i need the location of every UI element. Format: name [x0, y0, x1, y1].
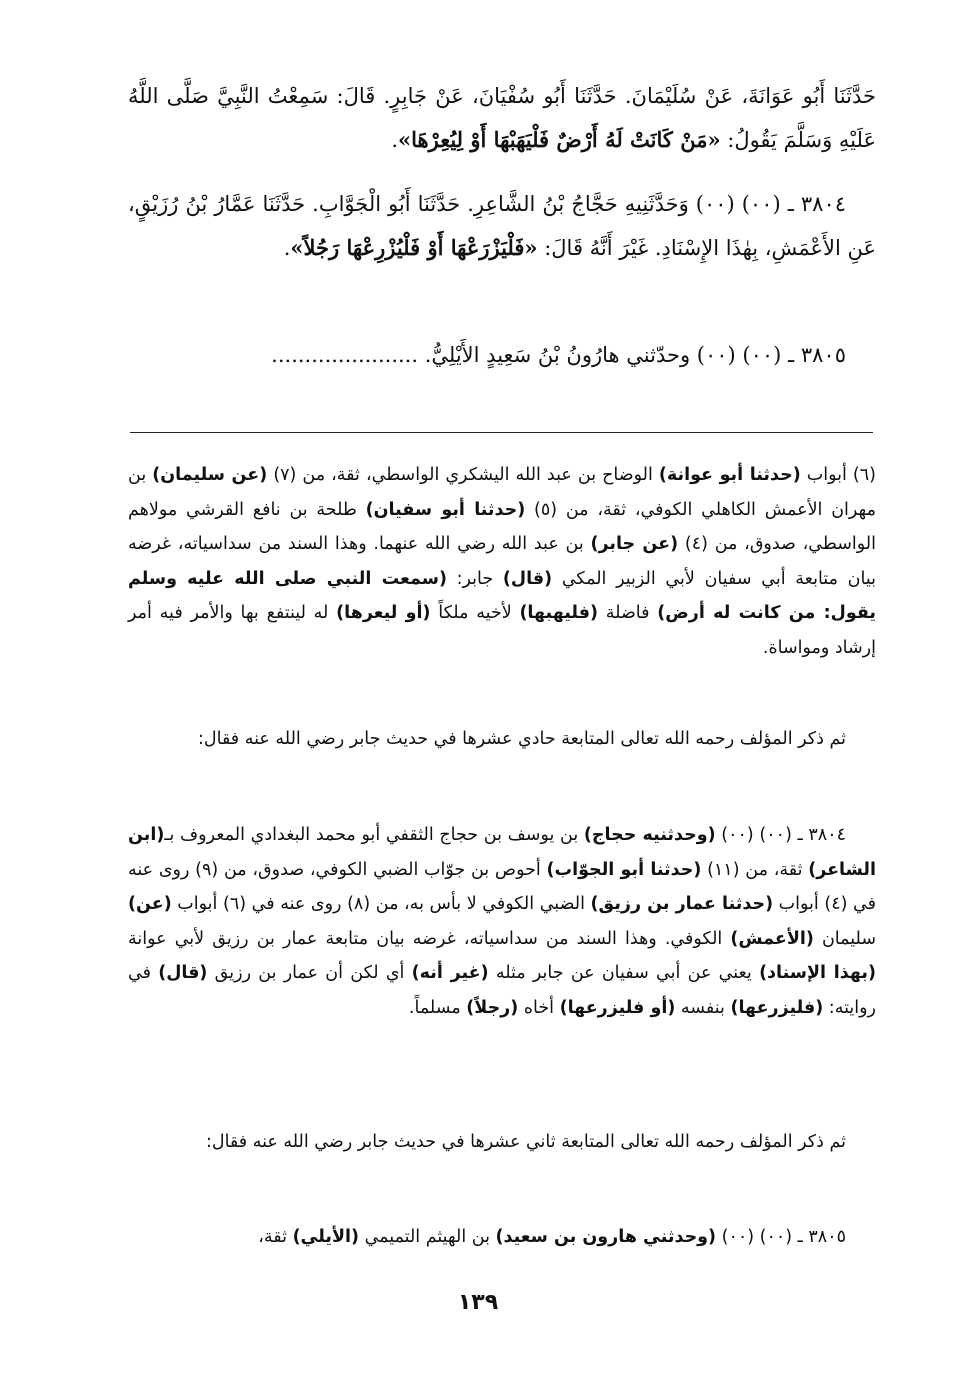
bold-segment: (الأعمش) [730, 928, 814, 949]
text-segment: في روايته: [128, 963, 876, 1018]
text-segment: فاضلة [598, 603, 658, 623]
bold-segment: (رجلاً) [466, 997, 519, 1018]
text-segment: يعني عن أبي سفيان عن جابر مثله [488, 963, 760, 983]
text-segment: بن مهران الأعمش الكاهلي الكوفي، ثقة، من (٥) [128, 465, 876, 520]
text-segment: ثم ذكر المؤلف رحمه الله تعالى المتابعة ثاني عشرها في حديث جابر رضي الله عنه فقال: [205, 1132, 846, 1152]
bold-segment: (فليزرعها) [730, 997, 824, 1018]
bold-segment: (عن) [128, 894, 172, 914]
text-segment: أي لكن أن عمار بن رزيق [207, 963, 412, 983]
bold-segment: (ابن الشاعر) [128, 825, 876, 880]
bold-segment: (بهذا الإسناد) [759, 963, 876, 983]
text-segment: الوضاح بن عبد الله اليشكري الواسطي، ثقة، من (٧) [267, 465, 659, 485]
text-segment: (٦) أبواب [800, 465, 876, 485]
bold-segment: (عن جابر) [590, 534, 679, 554]
page-number: ١٣٩ [457, 1290, 499, 1315]
text-segment: . [391, 128, 399, 152]
bold-segment: (قال) [158, 963, 208, 983]
text-segment: أحوص بن جوّاب الضبي الكوفي، صدوق، من (٩) روى عنه في (٤) أبواب [128, 859, 876, 914]
bold-segment: (حدثنا أبو سفيان) [365, 499, 526, 520]
text-segment: أخاه [518, 997, 560, 1018]
bold-segment: (حدثنا أبو عوانة) [658, 465, 801, 485]
text-segment: مسلماً. [408, 997, 467, 1018]
commentary-narrators-3803 [128, 458, 876, 665]
hadith-3805 [128, 333, 876, 377]
text-segment: ثقة، [258, 1227, 293, 1247]
text-segment: بن يوسف بن حجاج الثقفي أبو محمد البغدادي المعروف بـ [164, 825, 584, 845]
footnote-divider [130, 432, 873, 433]
bold-segment: (أو فليزرعها) [559, 997, 676, 1018]
text-segment: جابر: [446, 568, 503, 589]
bold-segment: «مَنْ كَانَتْ لَهُ أَرْضٌ فَلْيَهَبْهَا أَوْ لِيُعِرْهَا» [398, 127, 721, 152]
text-segment: له لينتفع بها والأمر فيه أمر إرشاد ومواساة. [128, 603, 876, 658]
bold-segment: «فَلْيَزْرَعْهَا أَوْ فَلْيُزْرِعْهَا رَجُلاً» [290, 235, 538, 260]
text-segment: . [283, 236, 291, 260]
bold-segment: (وحدثني هارون بن سعيد) [495, 1227, 717, 1247]
hadith-3804 [128, 182, 876, 270]
text-segment: ٣٨٠٤ ـ (٠٠) (٠٠) وَحَدَّثَنِيهِ حَجَّاجُ بْنُ الشَّاعِرِ. حَدَّثَنَا أَبُو الْجَوَّابِ. حَدَّثَنَا عَمَّارُ بْنُ رُزَيْقٍ، عَنِ الأَعْمَشِ، بِهٰذَا الإِسْنَادِ. غَيْرَ أَنَّهُ قَالَ: [128, 192, 876, 260]
bold-segment: (غير أنه) [411, 963, 489, 983]
text-segment: الضبي الكوفي لا بأس به، من (٨) روى عنه في (٦) أبواب [171, 894, 591, 914]
text-segment: ثقة، من (١١) [701, 859, 809, 880]
bold-segment: (حدثنا عمار بن رزيق) [590, 894, 774, 914]
text-segment: طلحة بن نافع القرشي مولاهم الواسطي، صدوق، من (٤) [128, 499, 877, 554]
bold-segment: (الأيلي) [292, 1227, 360, 1247]
text-segment: لأخيه ملكاً [430, 603, 520, 623]
text-segment: بنفسه [675, 997, 731, 1018]
text-segment: الكوفي. وهذا السند من سداسياته، غرضه بيان متابعة عمار بن رزيق لأبي عوانة [128, 928, 731, 949]
bold-segment: (فليهبها) [519, 603, 598, 623]
bold-segment: (سمعت النبي صلى الله عليه وسلم يقول: من كانت له أرض) [128, 568, 876, 623]
text-segment: بن عبد الله رضي الله عنهما. وهذا السند من سداسياته، غرضه بيان متابعة أبي سفيان لأبي الزبير المكي [128, 534, 876, 589]
commentary-intro-12th [128, 1125, 876, 1160]
bold-segment: (حدثنا أبو الجوّاب) [546, 859, 702, 880]
bold-segment: (عن سليمان) [152, 465, 268, 485]
text-segment: ٣٨٠٤ ـ (٠٠) (٠٠) [715, 825, 846, 845]
text-segment: ٣٨٠٥ ـ (٠٠) (٠٠) وحدّثني هارُونُ بْنُ سَعِيدٍ الأَيْلِيُّ. ...................... [271, 343, 846, 367]
text-segment: بن الهيثم التميمي [359, 1227, 496, 1247]
text-segment: سليمان [813, 928, 876, 949]
bold-segment: (أو ليعرها) [336, 603, 431, 623]
commentary-intro-11th [128, 722, 876, 757]
text-segment: ثم ذكر المؤلف رحمه الله تعالى المتابعة حادي عشرها في حديث جابر رضي الله عنه فقال: [198, 729, 846, 749]
commentary-3804 [128, 818, 876, 1025]
text-segment: ٣٨٠٥ ـ (٠٠) (٠٠) [716, 1227, 846, 1247]
bold-segment: (قال) [502, 568, 553, 589]
text-segment: حَدَّثَنَا أَبُو عَوَانَةَ، عَنْ سُلَيْمَانَ. حَدَّثَنَا أَبُو سُفْيَانَ، عَنْ جَابِرٍ. قَالَ: سَمِعْتُ النَّبِيَّ صَلَّى اللَّهُ عَلَيْهِ وَسَلَّمَ يَقُولُ: [128, 84, 876, 152]
hadith-text-continuation [128, 74, 876, 162]
commentary-3805 [128, 1220, 876, 1255]
bold-segment: (وحدثنيه حجاج) [583, 825, 716, 845]
